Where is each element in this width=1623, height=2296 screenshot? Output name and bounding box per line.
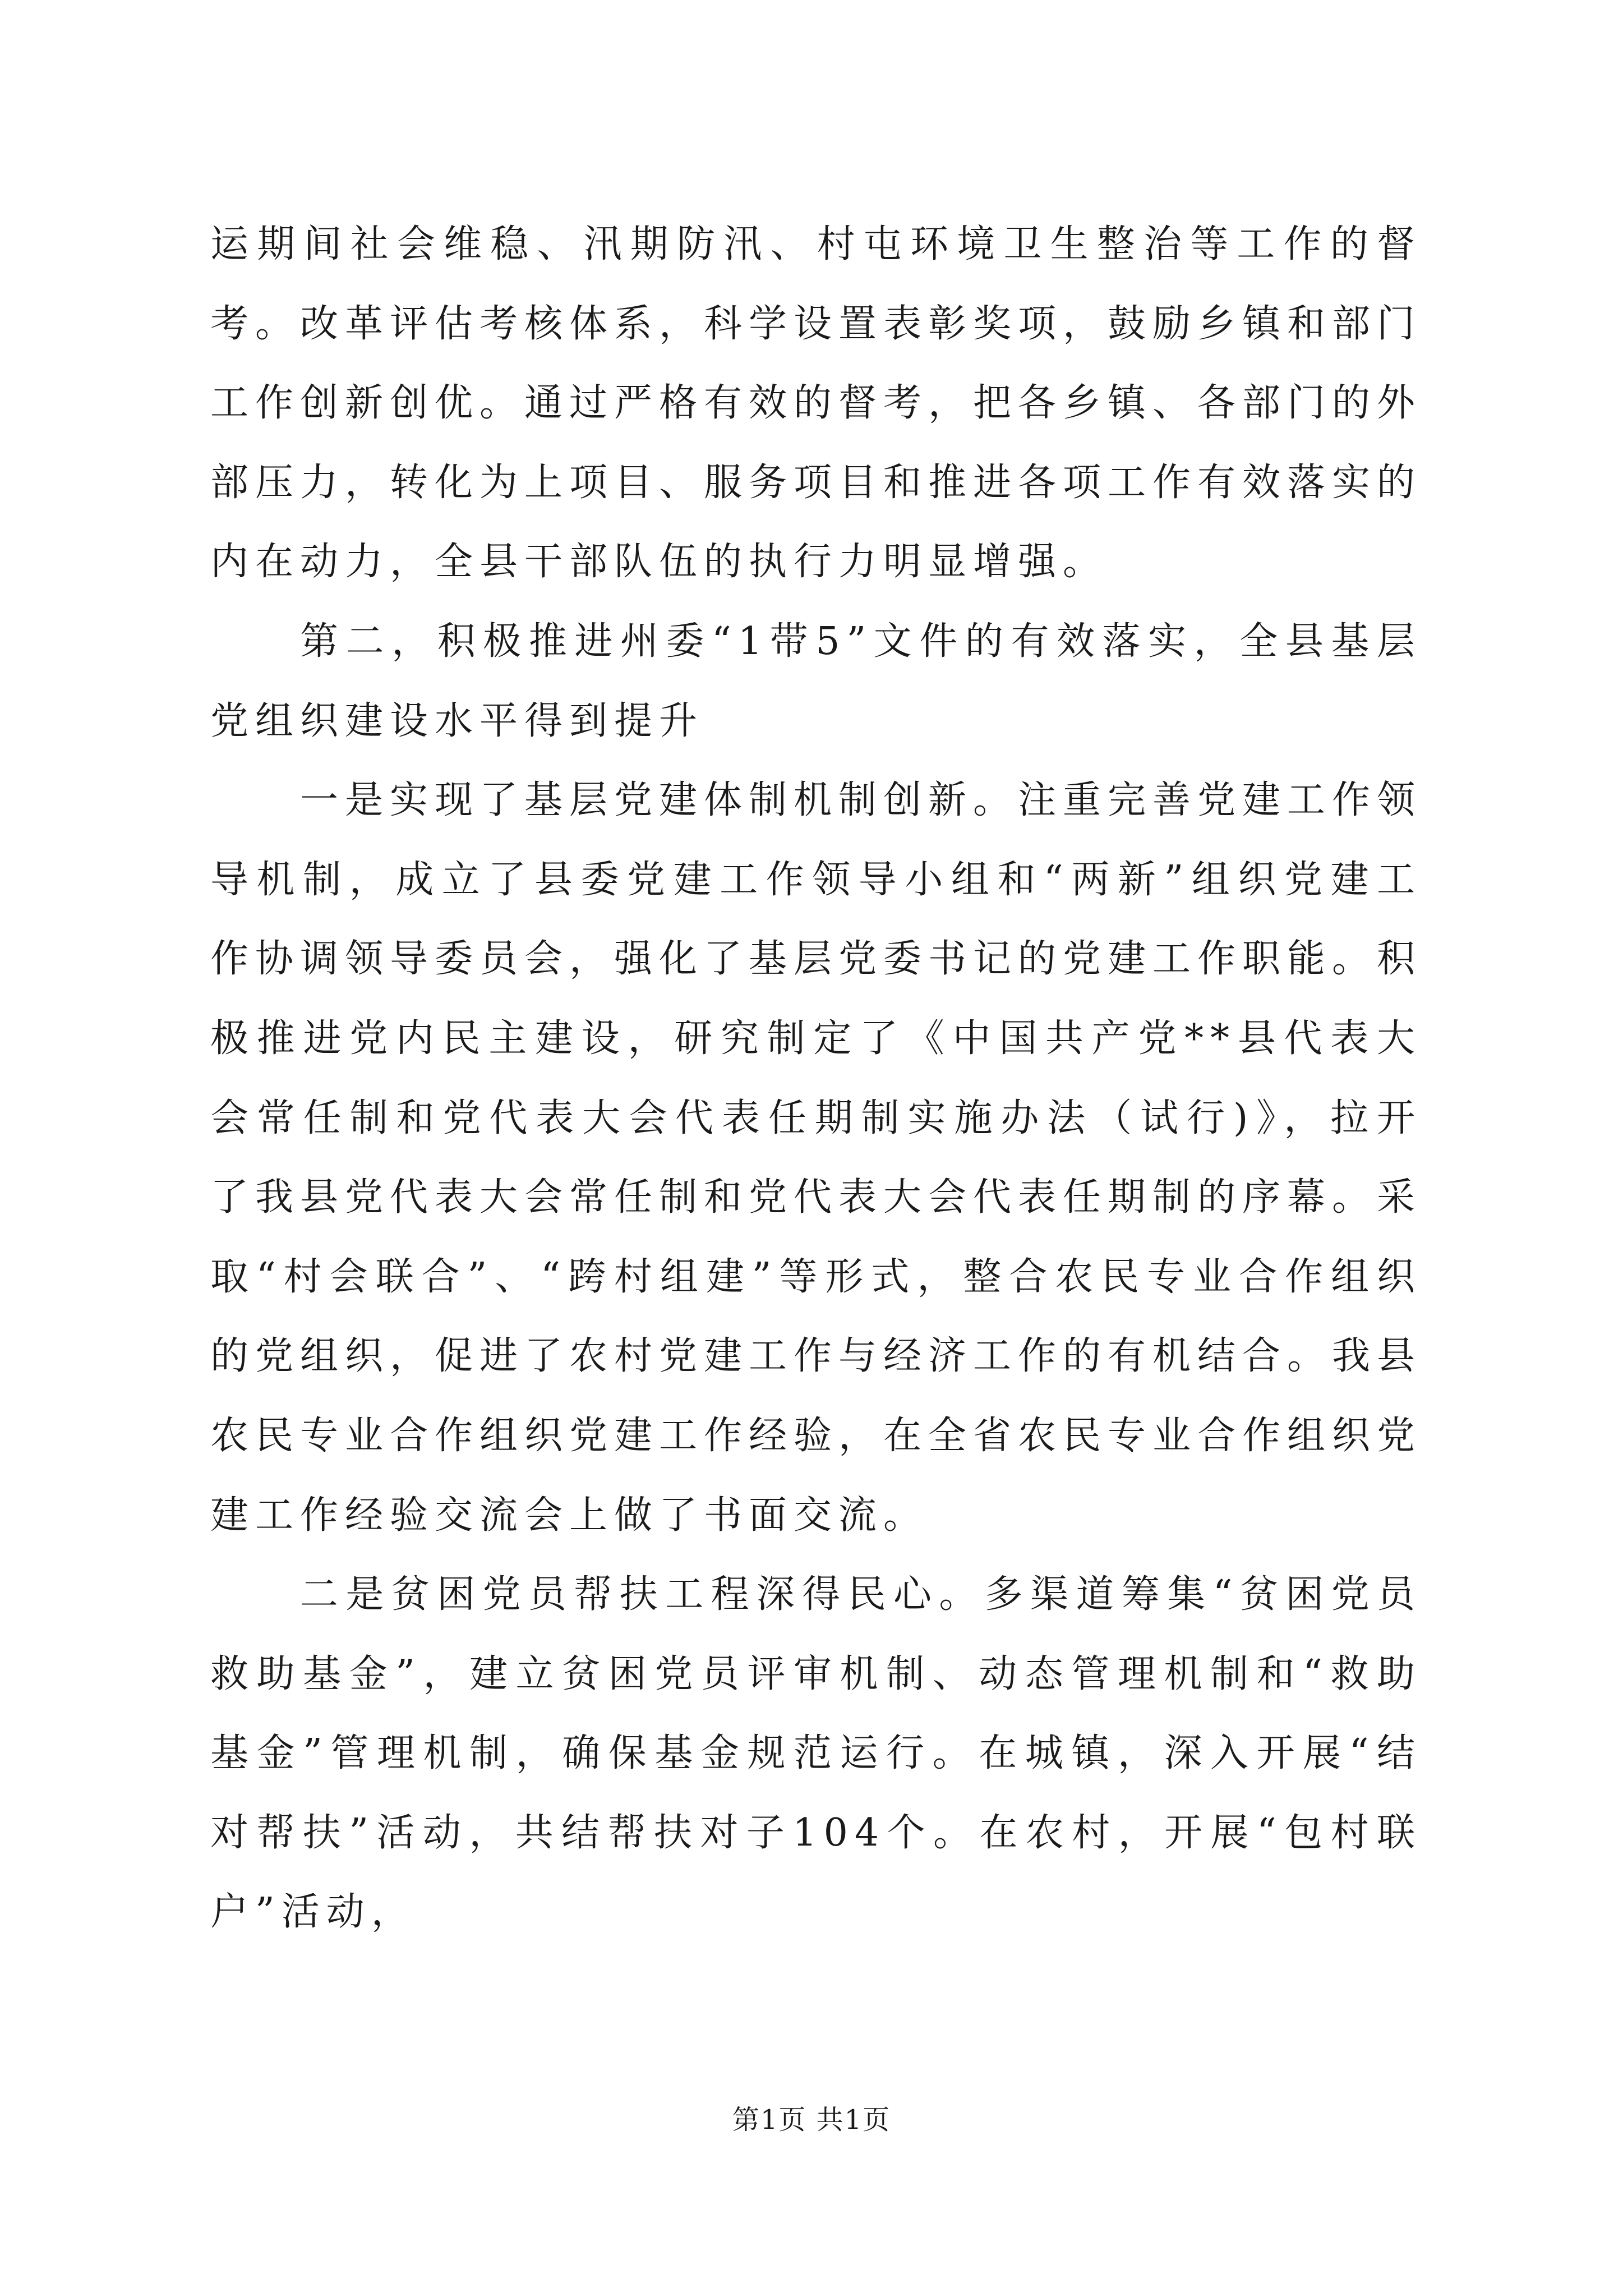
paragraph-continuation: 运期间社会维稳、汛期防汛、村屯环境卫生整治等工作的督考。改革评估考核体系，科学设置表彰奖项，鼓励乡镇和部门工作创新创优。通过严格有效的督考，把各乡镇、各部门的外部压力，转化为上项目、服务项目和推进各项工作有效落实的内在动力，全县干部队伍的执行力明显增强。 [210,222,1422,585]
document-body [210,205,1422,1952]
paragraph-poverty-assistance: 二是贫困党员帮扶工程深得民心。多渠道筹集“贫困党员救助基金”，建立贫困党员评审机制、动态管理机制和“救助基金”管理机制，确保基金规范运行。在城镇，深入开展“结对帮扶”活动，共结帮扶对子104个。在农村，开展“包村联户”活动， [210,1572,1422,1935]
section-heading-second: 第二，积极推进州委“1带5”文件的有效落实，全县基层党组织建设水平得到提升 [210,619,1422,743]
page-number-label: 第1页 共1页 [732,2104,891,2136]
page-footer [0,2098,1623,2137]
paragraph-mechanism-innovation: 一是实现了基层党建体制机制创新。注重完善党建工作领导机制，成立了县委党建工作领导小组和“两新”组织党建工作协调领导委员会，强化了基层党委书记的党建工作职能。积极推进党内民主建设，研究制定了《中国共产党**县代表大会常任制和党代表大会代表任期制实施办法（试行)》，拉开了我县党代表大会常任制和党代表大会代表任期制的序幕。采取“村会联合”、“跨村组建”等形式，整合农民专业合作组织的党组织，促进了农村党建工作与经济工作的有机结合。我县农民专业合作组织党建工作经验，在全省农民专业合作组织党建工作经验交流会上做了书面交流。 [210,778,1422,1538]
